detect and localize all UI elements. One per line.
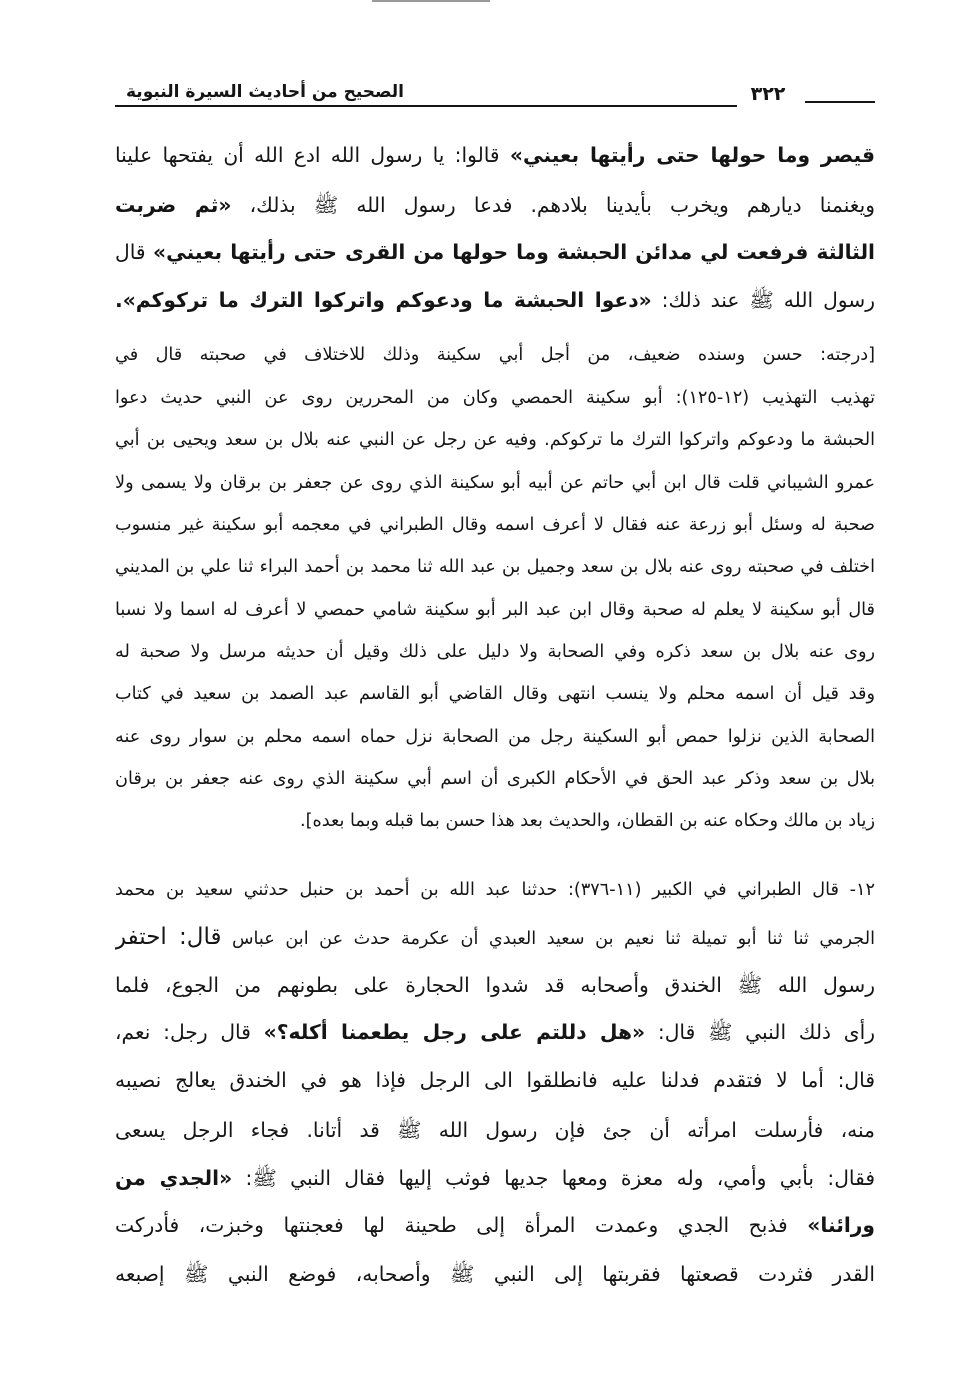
text-line — [115, 183, 875, 227]
text-segment: تهذيب التهذيب (١٢-١٢٥): أبو سكينة الحمصي وكان من المحررين روى عن النبي حديث دعوا — [115, 388, 875, 408]
text-segment: الجرمي ثنا ثنا أبو تميلة ثنا نعيم بن سعيد العبدي أن عكرمة حدث عن ابن عباس — [232, 929, 875, 949]
text-segment: منه، فأرسلت امرأته أن جئ فإن رسول الله ﷺ قد أتانا. فجاء الرجل يسعى — [115, 1118, 875, 1142]
quote-segment: «الجدي من — [115, 1166, 233, 1190]
page-number: ٣٢٢ — [750, 83, 786, 105]
quote-segment: قيصر وما حولها حتى رأيتها بعيني» — [509, 143, 875, 167]
header-rule — [115, 105, 737, 107]
text-segment: رأى ذلك النبي ﷺ قال: — [657, 1020, 875, 1044]
text-segment: اختلف في صحبته روى عنه بلال بن سعد وجميل بن عبد الله ثنا محمد بن أحمد البراء ثنا علي بن المديني — [115, 557, 875, 577]
text-segment: رسول الله ﷺ الخندق وأصحابه قد شدوا الحجارة على بطونهم من الجوع، فلما — [115, 973, 875, 997]
text-line — [115, 422, 875, 458]
text-line — [115, 1252, 875, 1296]
text-segment: فذبح الجدي وعمدت المرأة إلى طحينة لها فعجنتها وخبزت، فأدركت — [115, 1213, 788, 1237]
text-segment: [درجته: حسن وسنده ضعيف، من أجل أبي سكينة وذلك للاختلاف في صحبته قال في — [115, 345, 875, 365]
text-segment: قالوا: يا رسول الله ادع الله أن يفتحها علينا — [115, 143, 500, 167]
text-line — [115, 963, 875, 1007]
text-segment: الحبشة ما ودعوكم واتركوا الترك ما تركوكم. وفيه عن رجل عن النبي عنه بلال بن سعد ويحيى بن أبي — [115, 430, 875, 450]
isnad-line — [115, 872, 875, 908]
text-line — [115, 592, 875, 628]
text-segment: قال — [115, 240, 146, 264]
scan-mark — [372, 0, 490, 2]
text-line — [115, 380, 875, 416]
text-segment: القدر فثردت قصعتها فقربتها إلى النبي ﷺ وأصحابه، فوضع النبي ﷺ إصبعه — [115, 1262, 875, 1286]
text-line — [115, 1058, 875, 1102]
text-segment: صحبة له وسئل أبو زرعة عنه فقال لا أعرف اسمه وقال الطبراني في معجمه أبو سكينة غير منسوب — [115, 515, 875, 535]
text-segment: ١٢- قال الطبراني في الكبير (١١-٣٧٦): حدثنا عبد الله بن أحمد بن حنبل حدثني سعيد بن محمد — [115, 880, 875, 900]
isnad-line — [115, 917, 875, 957]
quote-segment: «هل دللتم على رجل يطعمنا أكله؟» — [263, 1020, 646, 1044]
text-segment: ويغنمنا ديارهم ويخرب بأيدينا بلادهم. فدعا رسول الله ﷺ بذلك، — [249, 193, 875, 217]
text-line — [115, 719, 875, 755]
text-line — [115, 1203, 875, 1247]
text-segment: قال: أما لا فتقدم فدلنا عليه فانطلقوا الى الرجل فإذا هو في الخندق يعالج نصيبه — [115, 1068, 875, 1092]
text-line — [115, 761, 875, 797]
text-line — [115, 803, 875, 839]
quote-segment: ورائنا» — [807, 1213, 875, 1237]
text-segment: وقد قيل أن اسمه محلم ولا ينسب انتهى وقال القاضي أبو القاسم عبد الصمد بن سعيد في كتاب — [115, 684, 875, 704]
text-segment: قال رجل: نعم، — [115, 1020, 251, 1044]
text-segment: رسول الله ﷺ عند ذلك: — [661, 288, 875, 312]
text-segment: عمرو الشيباني قلت قال ابن أبي حاتم عن أبيه أبو سكينة الذي روى عن جعفر بن برقان ولا يسمى ولا — [115, 473, 875, 493]
quote-segment: الثالثة فرفعت لي مدائن الحبشة وما حولها من القرى حتى رأيتها بعيني» — [153, 240, 875, 264]
text-segment: قال أبو سكينة لا يعلم له صحبة وقال ابن عبد البر أبو سكينة شامي حمصي لا أعرف له اسما ولا نسبا — [115, 600, 875, 620]
text-line — [115, 465, 875, 501]
quote-segment: «دعوا الحبشة ما ودعوكم واتركوا الترك ما تركوكم». — [115, 288, 652, 312]
text-line — [115, 507, 875, 543]
text-line — [115, 634, 875, 670]
text-segment: الصحابة الذين نزلوا حمص أبو السكينة رجل من الصحابة نزل حماه اسمه محلم بن سوار روى عنه — [115, 727, 875, 747]
text-line — [115, 549, 875, 585]
text-line — [115, 278, 875, 322]
text-segment: بلال بن سعد وذكر عبد الحق في الأحكام الكبرى أن اسم أبي سكينة الذي روى عنه جعفر بن برقان — [115, 769, 875, 789]
text-line — [115, 133, 875, 177]
text-segment: روى عنه بلال بن سعد ذكره وفي الصحابة ولا دليل على ذلك وقيل أن حديثه مرسل ولا صحبة له — [115, 642, 875, 662]
text-line — [115, 1010, 875, 1054]
text-segment: زياد بن مالك وحكاه عنه بن القطان، والحديث بعد هذا حسن بما قبله وبما بعده]. — [299, 811, 875, 831]
text-line — [115, 1156, 875, 1200]
page-number-rule — [805, 101, 875, 103]
text-line — [115, 1108, 875, 1152]
text-segment: فقال: بأبي وأمي، وله معزة ومعها جديها فوثب إليها فقال النبي ﷺ: — [245, 1166, 875, 1190]
text-line — [115, 676, 875, 712]
text-line — [115, 337, 875, 373]
quote-segment: «ثم ضربت — [115, 193, 232, 217]
text-line — [115, 230, 875, 274]
running-title: الصحيح من أحاديث السيرة النبوية — [126, 82, 404, 102]
matn-start-segment: قال: احتفر — [115, 924, 222, 950]
